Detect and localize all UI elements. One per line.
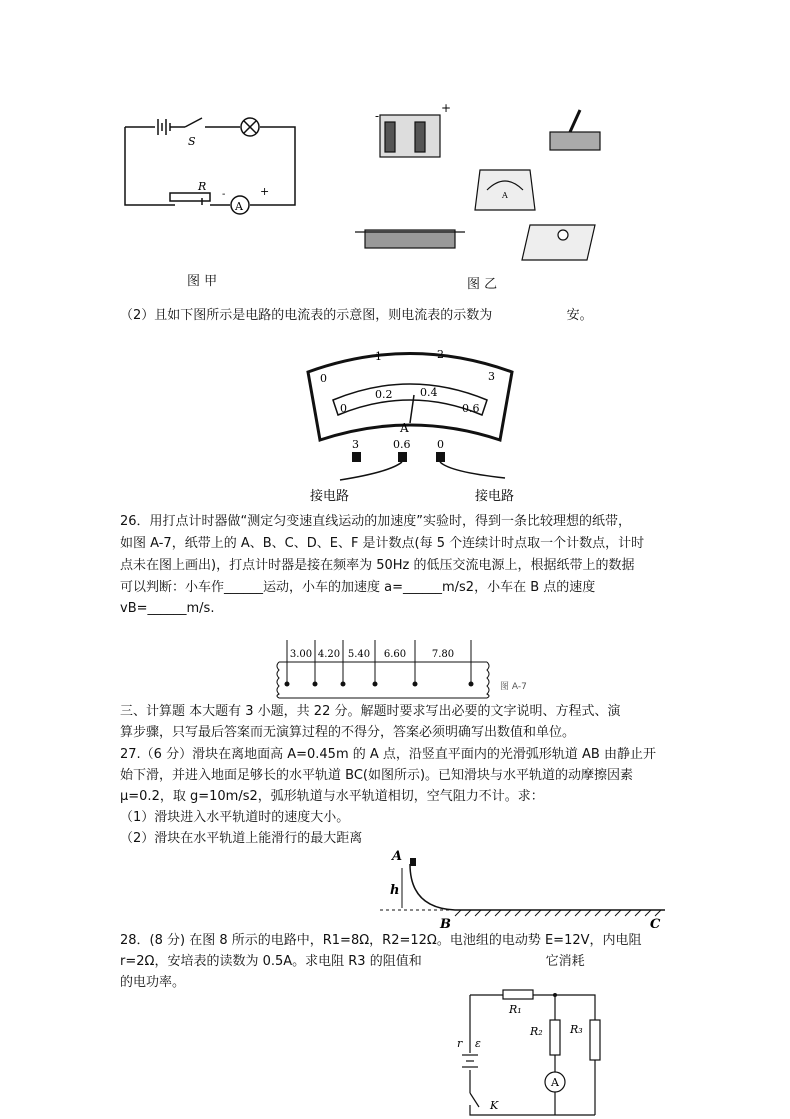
q28-line: r=2Ω，安培表的读数为 0.5A。求电阻 R3 的阻值和 它消耗 bbox=[120, 954, 585, 969]
switch-k-label: K bbox=[490, 1099, 499, 1112]
q26-line: vB=______m/s. bbox=[120, 601, 215, 616]
q28-line: 的电功率。 bbox=[120, 975, 186, 990]
tape-segment-label: 5.40 bbox=[347, 649, 371, 660]
q27-line: μ=0.2，取 g=10m/s2，弧形轨道与水平轨道相切，空气阻力不计。求： bbox=[120, 789, 544, 804]
minus-sign: - bbox=[375, 109, 380, 123]
q27-line: （2）滑块在水平轨道上能滑行的最大距离 bbox=[120, 831, 363, 846]
tape-segment-label: 3.00 bbox=[289, 649, 313, 660]
internal-resistance-label: r bbox=[457, 1037, 463, 1050]
unit-label: A bbox=[400, 421, 409, 435]
q27-line: 27.（6 分）滑块在离地面高 A=0.45m 的 A 点，沿竖直平面内的光滑弧形轨道 AB 由静止开 bbox=[120, 747, 656, 762]
switch-label: S bbox=[188, 135, 196, 148]
ammeter-label: A bbox=[551, 1076, 559, 1089]
q26-line: 如图 A-7，纸带上的 A、B、C、D、E、F 是计数点(每 5 个连续计时点取一个计数点，计时 bbox=[120, 536, 645, 551]
point-b-label: B bbox=[440, 917, 451, 932]
point-c-label: C bbox=[650, 917, 661, 932]
ammeter-dial-diagram bbox=[300, 340, 530, 510]
terminal-0: 0 bbox=[437, 438, 444, 451]
q27-line: （1）滑块进入水平轨道时的速度大小。 bbox=[120, 810, 350, 825]
resistor-label: R bbox=[198, 180, 207, 193]
scale-bottom-0: 0 bbox=[340, 402, 347, 415]
scale-bottom-1: 0.2 bbox=[375, 388, 393, 401]
scale-top-0: 0 bbox=[320, 372, 327, 385]
circuit-diagram-8 bbox=[457, 975, 615, 1112]
scale-bottom-3: 0.6 bbox=[462, 402, 480, 415]
meter-label: A bbox=[502, 191, 508, 200]
wire-label-right: 接电路 bbox=[475, 489, 515, 504]
r2-label: R₂ bbox=[530, 1025, 543, 1038]
emf-label: ε bbox=[475, 1037, 481, 1050]
q26-line: 可以判断：小车作______运动，小车的加速度 a=______m/s2，小车在 B 点的速度 bbox=[120, 580, 596, 595]
ammeter-label: A bbox=[235, 200, 243, 213]
terminal-3: 3 bbox=[352, 438, 359, 451]
terminal-0.6: 0.6 bbox=[393, 438, 411, 451]
scale-bottom-2: 0.4 bbox=[420, 386, 438, 399]
tape-caption: 图 A-7 bbox=[500, 682, 527, 692]
plus-sign: + bbox=[441, 101, 452, 115]
figure-caption-jia: 图 甲 bbox=[187, 274, 218, 289]
apparatus-picture-yi bbox=[355, 100, 615, 280]
scale-top-1: 1 bbox=[375, 350, 382, 363]
q27-line: 始下滑，并进入地面足够长的水平轨道 BC(如图所示)。已知滑块与水平轨道的动摩擦因素 bbox=[120, 768, 634, 783]
point-a-label: A bbox=[392, 849, 403, 864]
minus-sign: - bbox=[222, 189, 226, 200]
section3-line: 算步骤，只写最后答案而无演算过程的不得分，答案必须明确写出数值和单位。 bbox=[120, 725, 576, 740]
tape-segment-label: 4.20 bbox=[317, 649, 341, 660]
circuit-diagram-jia bbox=[120, 115, 320, 225]
figure-caption-yi: 图 乙 bbox=[467, 277, 498, 292]
q28-line: 28．(8 分) 在图 8 所示的电路中，R1=8Ω，R2=12Ω。电池组的电动势 E=12V，内电阻 bbox=[120, 933, 642, 948]
scale-top-2: 2 bbox=[437, 348, 444, 361]
height-label: h bbox=[390, 883, 400, 898]
paper-tape-diagram bbox=[275, 640, 495, 710]
wire-label-left: 接电路 bbox=[310, 489, 350, 504]
q26-line: 26．用打点计时器做“测定匀变速直线运动的加速度”实验时，得到一条比较理想的纸带， bbox=[120, 514, 632, 529]
question-25-part-2: （2）且如下图所示是电路的电流表的示意图，则电流表的示数为 安。 bbox=[120, 308, 593, 323]
tape-segment-label: 6.60 bbox=[383, 649, 407, 660]
track-diagram bbox=[380, 846, 670, 932]
section3-line: 三、计算题 本大题有 3 小题，共 22 分。解题时要求写出必要的文字说明、方程式、演 bbox=[120, 704, 621, 719]
r1-label: R₁ bbox=[509, 1003, 522, 1016]
r3-label: R₃ bbox=[570, 1023, 583, 1036]
q26-line: 点未在图上画出)，打点计时器是接在频率为 50Hz 的低压交流电源上，根据纸带上的数据 bbox=[120, 558, 635, 573]
tape-segment-label: 7.80 bbox=[431, 649, 455, 660]
plus-sign: + bbox=[260, 185, 270, 198]
scale-top-3: 3 bbox=[488, 370, 495, 383]
